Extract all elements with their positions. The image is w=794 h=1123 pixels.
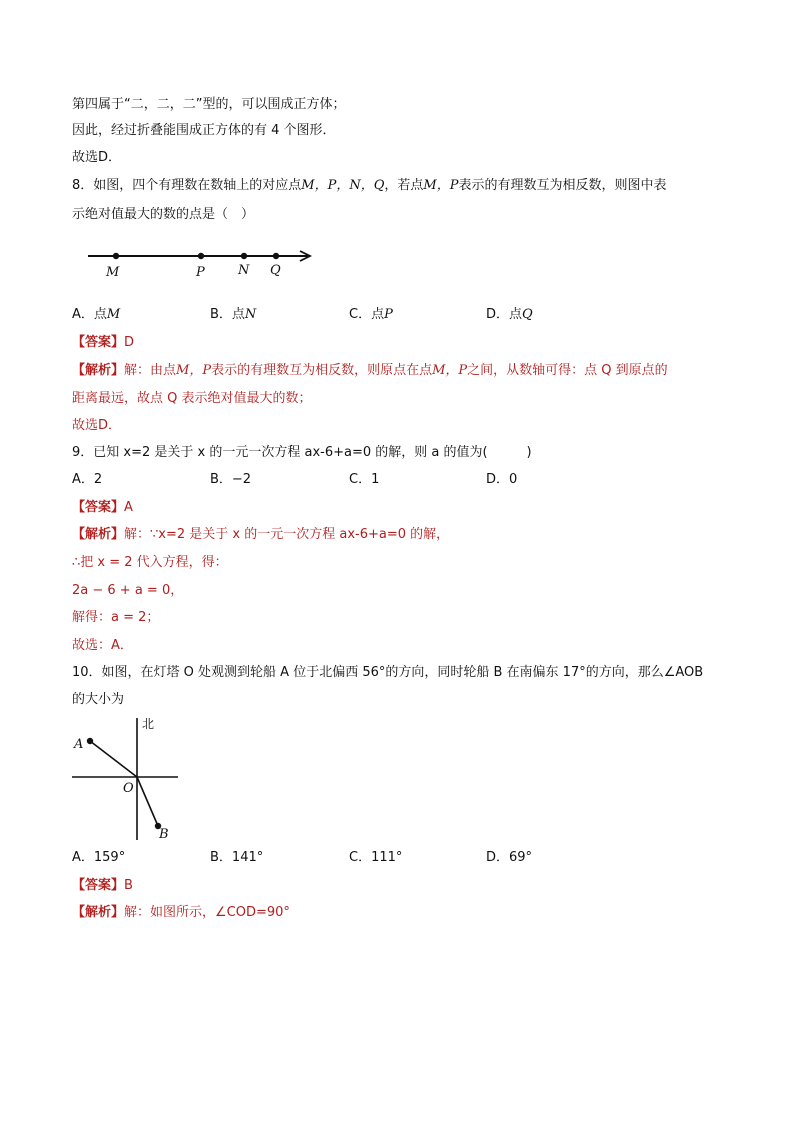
text-line: 故选D． — [72, 150, 122, 165]
text-line: 因此，经过折叠能围成正方体的有 4 个图形． — [72, 123, 336, 138]
question-8-stem — [72, 177, 666, 195]
q9-explanation-cont: ∴把 x = 2 代入方程，得： — [72, 555, 228, 570]
label-o: O — [123, 781, 134, 796]
q8-text: ，若点 — [384, 178, 424, 193]
q8-text: 8．如图，四个有理数在数轴上的对应点 — [72, 178, 302, 193]
number-line-figure — [84, 232, 324, 284]
q10-answer: 【答案】B — [72, 878, 133, 893]
q8-points: M，P，N，Q — [301, 178, 385, 193]
point-m — [113, 253, 119, 259]
q8-explanation-end: 故选D． — [72, 418, 122, 433]
ray-oa — [90, 741, 137, 777]
q10-option-a: A．159° — [72, 850, 126, 865]
q9-answer: 【答案】A — [72, 500, 133, 515]
q8-answer: 【答案】D — [72, 335, 135, 350]
point-q — [273, 253, 279, 259]
q8-option-c: C．点P — [349, 307, 393, 322]
label-n: N — [238, 263, 250, 278]
point-p — [198, 253, 204, 259]
question-9-stem: 9．已知 x=2 是关于 x 的一元一次方程 ax-6+a=0 的解，则 a 的值为( ) — [72, 445, 532, 460]
q9-solve: 解得：a = 2； — [72, 610, 160, 625]
q10-explanation: 【解析】解：如图所示，∠COD=90° — [72, 905, 290, 920]
point-n — [241, 253, 247, 259]
q8-points: M，P — [423, 178, 459, 193]
q9-option-b: B．−2 — [210, 472, 252, 487]
label-b: B — [159, 827, 169, 842]
q10-option-d: D．69° — [486, 850, 533, 865]
question-10-stem: 10．如图，在灯塔 O 处观测到轮船 A 位于北偏西 56°的方向，同时轮船 B 在南偏东 17°的方向，那么∠AOB — [72, 665, 704, 680]
q10-option-c: C．111° — [349, 850, 403, 865]
q8-explanation-cont: 距离最远，故点 Q 表示绝对值最大的数； — [72, 391, 312, 406]
q8-explanation: 【解析】解：由点M，P表示的有理数互为相反数，则原点在点M，P之间，从数轴可得：点 Q 到原点的 — [72, 363, 668, 378]
north-label: 北 — [142, 717, 155, 731]
q10-option-b: B．141° — [210, 850, 264, 865]
q8-option-d: D．点Q — [486, 307, 533, 322]
q9-option-a: A．2 — [72, 472, 103, 487]
q9-explanation: 【解析】解：∵x=2 是关于 x 的一元一次方程 ax-6+a=0 的解， — [72, 527, 450, 542]
q9-option-c: C．1 — [349, 472, 380, 487]
q8-option-b: B．点N — [210, 307, 257, 322]
q9-option-d: D．0 — [486, 472, 518, 487]
question-10-stem-cont: 的大小为 — [72, 692, 125, 707]
label-p: P — [196, 265, 205, 280]
question-8-stem-cont: 示绝对值最大的数的点是（ ） — [72, 207, 255, 222]
label-m: M — [106, 265, 120, 280]
text-line: 第四属于“二，二，二”型的，可以围成正方体； — [72, 97, 346, 112]
q8-option-a: A．点M — [72, 307, 121, 322]
q9-explanation-end: 故选：A． — [72, 638, 133, 653]
label-q: Q — [270, 263, 281, 278]
ray-ob — [137, 777, 158, 826]
label-a: A — [74, 737, 84, 752]
q9-equation: 2a − 6 + a = 0， — [72, 583, 184, 598]
compass-figure — [70, 712, 190, 844]
point-a — [87, 738, 93, 744]
q8-text: 表示的有理数互为相反数，则图中表 — [458, 178, 667, 193]
